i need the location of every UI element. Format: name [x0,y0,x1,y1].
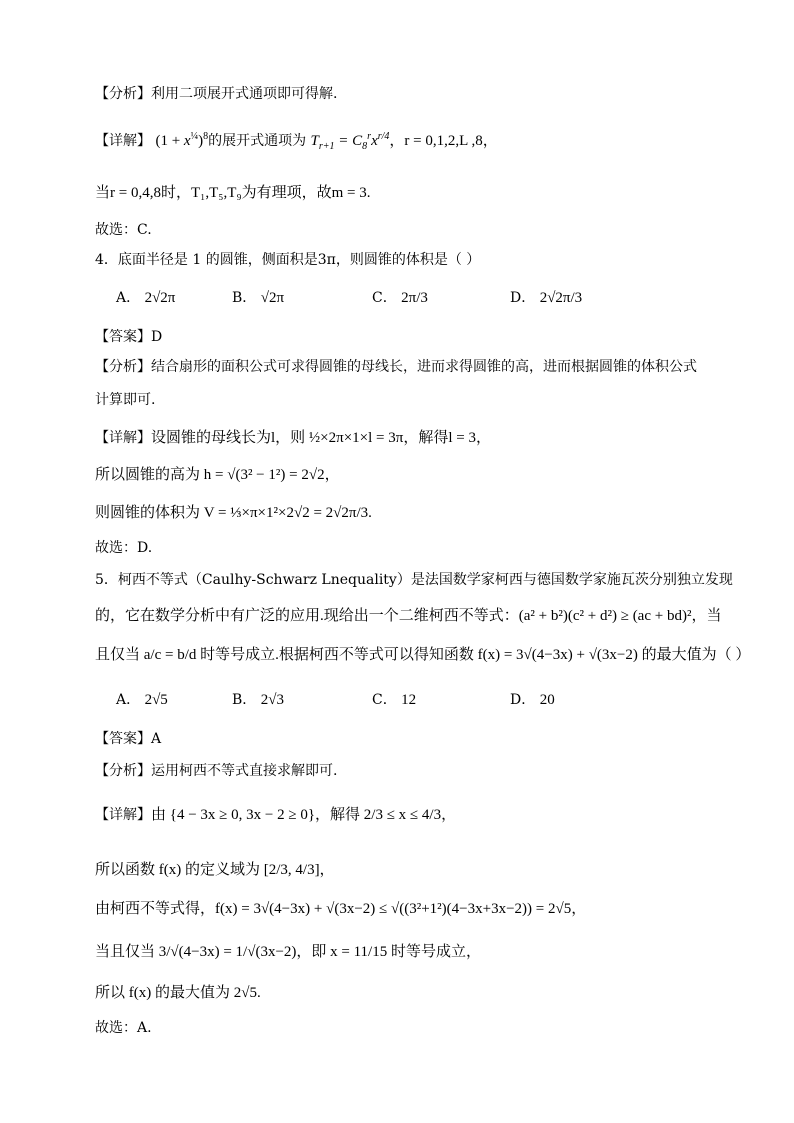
q5-choice: 故选：A. [95,1020,152,1036]
q5-detail-1: 【详解】由 {4 − 3x ≥ 0, 3x − 2 ≥ 0}，解得 2/3 ≤ x ≤ 4/3， [95,807,457,823]
q4-option-d: D． 2√2π/3 [510,290,583,306]
q4-answer: 【答案】D [95,329,163,345]
q5-stem-2: 的，它在数学分析中有广泛的应用.现给出一个二维柯西不等式：(a² + b²)(c² + d²) ≥ (ac + bd)²，当 [95,608,722,624]
q4-detail-1: 【详解】设圆锥的母线长为l，则 ½×2π×1×l = 3π，解得l = 3， [95,430,491,446]
q5-analysis: 【分析】运用柯西不等式直接求解即可. [95,763,338,779]
q4-stem: 4．底面半径是 1 的圆锥，侧面积是3π，则圆锥的体积是（ ） [95,252,481,268]
analysis-text: 利用二项展开式通项即可得解. [151,86,338,102]
q5-answer-value: A [151,731,162,747]
q4-answer-value: D [151,329,163,345]
q3-analysis [95,84,337,104]
q5-option-c: C． 12 [372,692,417,708]
q5-detail-3: 由柯西不等式得，f(x) = 3√(4−3x) + √(3x−2) ≤ √((3²+1²)(4−3x+3x−2)) = 2√5， [95,901,587,917]
q5-option-b: B． 2√3 [232,692,284,708]
detail-tag: 【详解】 [95,133,151,149]
detail-mid-text: 的展开式通项为 [208,133,307,149]
q3-rational-terms: 当r = 0,4,8时，T₁,T₅,T₉为有理项，故m = 3. [95,185,371,201]
q5-option-a: A． 2√5 [116,692,168,708]
q5-detail-2: 所以函数 f(x) 的定义域为 [2/3, 4/3]， [95,862,335,878]
q5-answer: 【答案】A [95,731,162,747]
q4-choice: 故选：D. [95,540,153,556]
q4-analysis-line2: 计算即可. [95,392,156,408]
q3-detail [95,127,498,157]
q5-detail-5: 所以 f(x) 的最大值为 2√5. [95,985,261,1001]
q5-option-d: D． 20 [510,692,555,708]
binomial-expression: $(1 + x^{\frac{1}{4}})^8$ [155,131,209,149]
q5-detail-4: 当且仅当 3/√(4−3x) = 1/√(3x−2)，即 x = 11/15 时等号成立， [95,944,481,960]
general-term: $T_{r+1} = C_8^rx^{r/4}$ [310,131,390,152]
q5-stem-3: 且仅当 a/c = b/d 时等号成立.根据柯西不等式可以得知函数 f(x) = 3√(4−3x) + √(3x−2) 的最大值为（ ） [95,647,751,663]
q4-option-c: C． 2π/3 [372,290,428,306]
q4-option-b: B． √2π [232,290,285,306]
q4-detail-3: 则圆锥的体积为 V = ⅓×π×1²×2√2 = 2√2π/3. [95,505,372,521]
q4-analysis-line1: 【分析】结合扇形的面积公式可求得圆锥的母线长，进而求得圆锥的高，进而根据圆锥的体积公式 [95,359,697,375]
q3-choice: 故选：C. [95,222,152,238]
q5-stem-1: 5．柯西不等式（Caulhy-Schwarz Lnequality）是法国数学家柯西与德国数学家施瓦茨分别独立发现 [95,572,733,588]
q4-detail-2: 所以圆锥的高为 h = √(3² − 1²) = 2√2， [95,467,340,483]
q4-option-a: A． 2√2π [116,290,176,306]
r-range: ，r = 0,1,2,L ,8， [389,133,498,149]
analysis-tag: 【分析】 [95,86,151,102]
